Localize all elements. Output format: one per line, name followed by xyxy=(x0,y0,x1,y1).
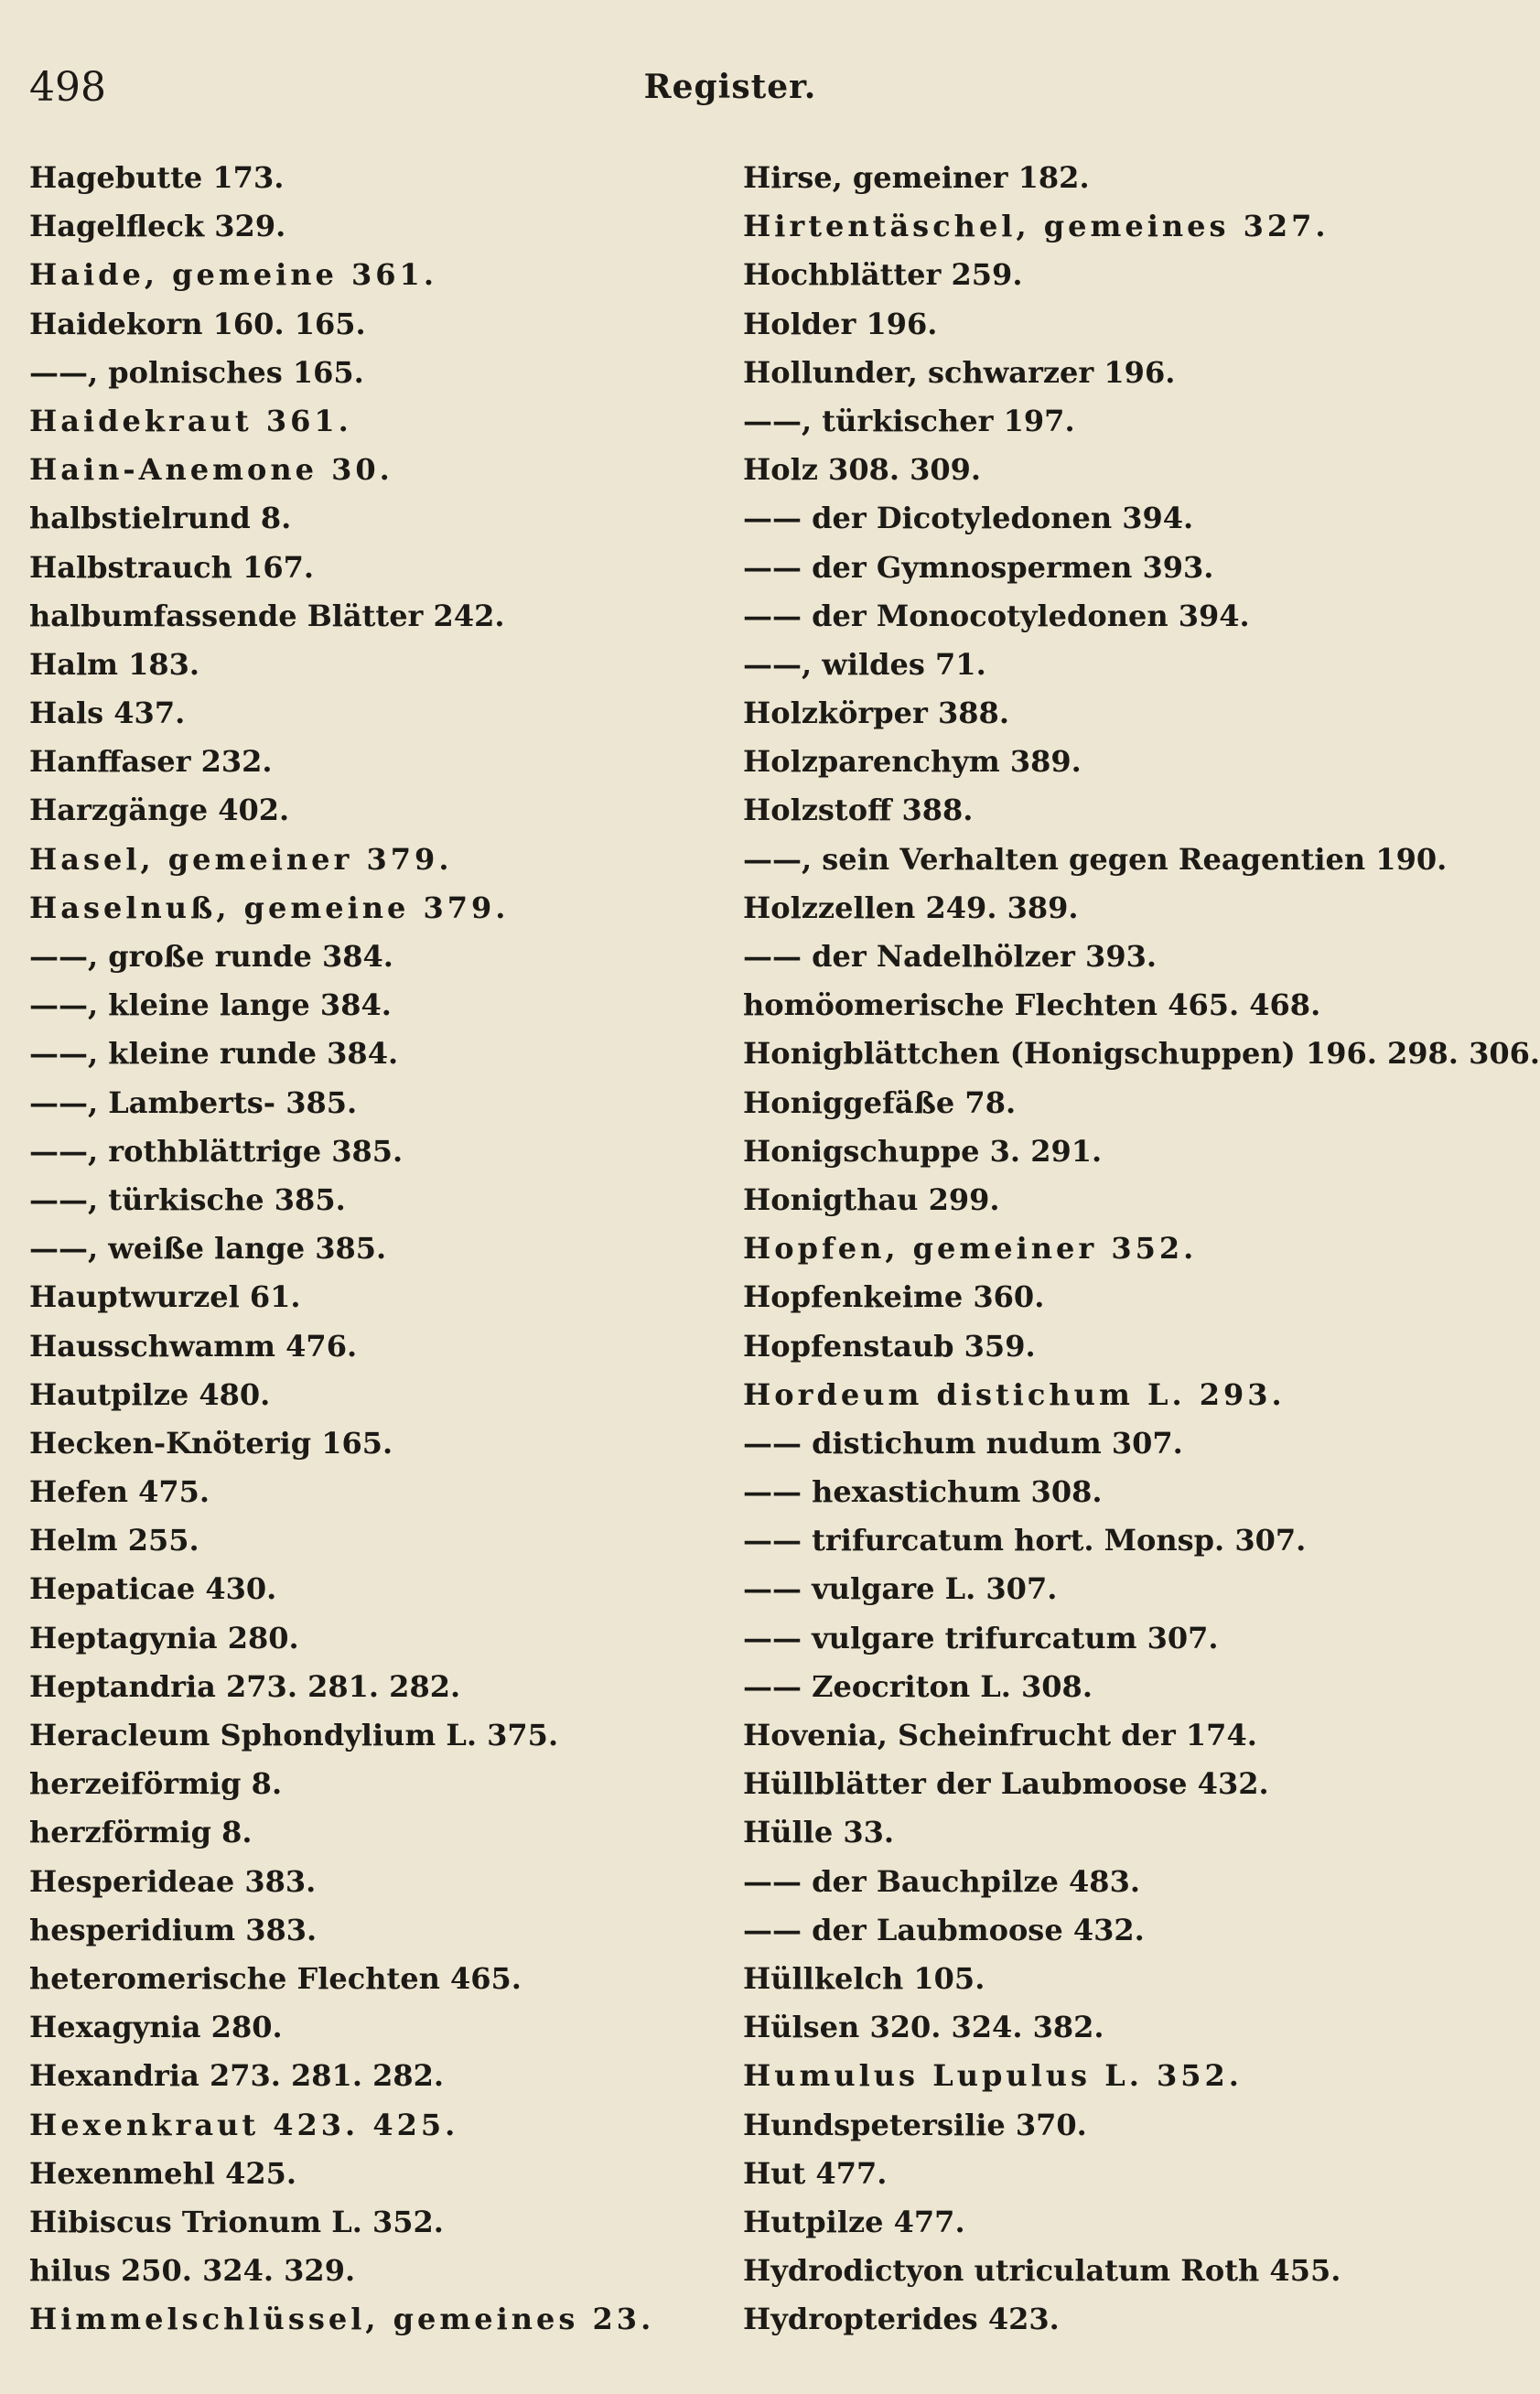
index-entry: Hexandria 273. 281. 282. xyxy=(29,2058,445,2094)
index-entry: Hautpilze 480. xyxy=(29,1376,271,1412)
index-entry: ——, wildes 71. xyxy=(743,646,986,682)
index-entry: Hausschwamm 476. xyxy=(29,1328,358,1364)
index-entry: Holzstoff 388. xyxy=(743,793,974,828)
index-entry: Himmelschlüssel, gemeines 23. xyxy=(29,2302,655,2337)
index-entry: Hals 437. xyxy=(29,696,186,731)
index-entry: Honigschuppe 3. 291. xyxy=(743,1133,1103,1169)
index-entry: Hibiscus Trionum L. 352. xyxy=(29,2204,444,2239)
index-entry: herzförmig 8. xyxy=(29,1815,253,1850)
index-entry: Honigblättchen (Honigschuppen) 196. 298. 306. xyxy=(743,1036,1540,1072)
index-entry: —— trifurcatum hort. Monsp. 307. xyxy=(743,1523,1307,1558)
index-entry: ——, weiße lange 385. xyxy=(29,1231,387,1267)
index-entry: —— der Dicotyledonen 394. xyxy=(743,501,1194,536)
index-entry: Holz 308. 309. xyxy=(743,452,982,488)
index-entry: Halm 183. xyxy=(29,646,200,682)
index-entry: herzeiförmig 8. xyxy=(29,1766,283,1802)
index-entry: —— vulgare L. 307. xyxy=(743,1571,1058,1607)
index-entry: hesperidium 383. xyxy=(29,1912,318,1947)
index-entry: Hydropterides 423. xyxy=(743,2302,1060,2337)
index-entry: Hanffaser 232. xyxy=(29,744,273,780)
index-entry: Hexenkraut 423. 425. xyxy=(29,2107,459,2142)
index-entry: hilus 250. 324. 329. xyxy=(29,2253,356,2289)
index-entry: Hagebutte 173. xyxy=(29,160,285,195)
index-entry: ——, Lamberts- 385. xyxy=(29,1084,358,1120)
index-entry: Hordeum distichum L. 293. xyxy=(743,1376,1286,1412)
index-entry: Harzgänge 402. xyxy=(29,793,290,828)
index-entry: heteromerische Flechten 465. xyxy=(29,1960,522,1996)
index-entry: Heptandria 273. 281. 282. xyxy=(29,1668,461,1704)
index-column-left xyxy=(29,154,734,2344)
index-entry: Hasel, gemeiner 379. xyxy=(29,841,453,877)
index-entry: ——, kleine runde 384. xyxy=(29,1036,399,1072)
index-entry: Holzparenchym 389. xyxy=(743,744,1082,780)
index-entry: —— vulgare trifurcatum 307. xyxy=(743,1620,1219,1655)
index-entry: Heptagynia 280. xyxy=(29,1620,299,1655)
index-entry: Hülsen 320. 324. 382. xyxy=(743,2010,1104,2045)
index-entry: ——, sein Verhalten gegen Reagentien 190. xyxy=(743,841,1448,877)
index-entry: Hundspetersilie 370. xyxy=(743,2107,1087,2142)
page-number: 498 xyxy=(29,64,106,111)
index-entry: ——, türkischer 197. xyxy=(743,403,1075,438)
index-entry: Hydrodictyon utriculatum Roth 455. xyxy=(743,2253,1341,2289)
index-entry: Hutpilze 477. xyxy=(743,2204,965,2239)
index-entry: Haide, gemeine 361. xyxy=(29,257,437,293)
index-entry: ——, große runde 384. xyxy=(29,939,393,974)
index-entry: Hirse, gemeiner 182. xyxy=(743,160,1090,195)
index-entry: Hexagynia 280. xyxy=(29,2010,283,2045)
index-entry: Heracleum Sphondylium L. 375. xyxy=(29,1718,559,1752)
index-entry: Hovenia, Scheinfrucht der 174. xyxy=(743,1718,1257,1752)
index-entry: ——, rothblättrige 385. xyxy=(29,1133,404,1169)
index-entry: Honiggefäße 78. xyxy=(743,1084,1017,1120)
index-entry: Hagelfleck 329. xyxy=(29,209,286,244)
index-entry: —— der Gymnospermen 393. xyxy=(743,549,1214,585)
running-head: Register. xyxy=(643,68,817,106)
index-entry: Haidekraut 361. xyxy=(29,403,352,438)
index-entry: halbstielrund 8. xyxy=(29,501,292,536)
index-entry: Hopfenstaub 359. xyxy=(743,1328,1036,1364)
index-entry: Hollunder, schwarzer 196. xyxy=(743,354,1176,390)
index-entry: Hopfen, gemeiner 352. xyxy=(743,1231,1198,1267)
index-entry: —— Zeocriton L. 308. xyxy=(743,1668,1093,1704)
index-entry: —— der Bauchpilze 483. xyxy=(743,1863,1140,1899)
index-entry: Hesperideae 383. xyxy=(29,1863,317,1899)
index-entry: Holder 196. xyxy=(743,306,938,341)
index-entry: Hut 477. xyxy=(743,2155,888,2191)
index-entry: —— der Laubmoose 432. xyxy=(743,1912,1145,1947)
index-entry: —— der Monocotyledonen 394. xyxy=(743,598,1250,633)
index-entry: Holzzellen 249. 389. xyxy=(743,890,1079,925)
index-entry: Halbstrauch 167. xyxy=(29,549,314,585)
index-entry: Hexenmehl 425. xyxy=(29,2155,297,2191)
index-entry: Hirtentäschel, gemeines 327. xyxy=(743,209,1330,244)
index-entry: —— hexastichum 308. xyxy=(743,1474,1103,1510)
index-entry: ——, türkische 385. xyxy=(29,1181,346,1217)
index-entry: ——, kleine lange 384. xyxy=(29,987,392,1023)
index-entry: homöomerische Flechten 465. 468. xyxy=(743,987,1321,1023)
index-entry: Hefen 475. xyxy=(29,1474,210,1510)
index-entry: Humulus Lupulus L. 352. xyxy=(743,2058,1243,2094)
index-entry: Hepaticae 430. xyxy=(29,1571,277,1607)
index-entry: —— der Nadelhölzer 393. xyxy=(743,939,1157,974)
index-entry: —— distichum nudum 307. xyxy=(743,1425,1183,1461)
index-entry: Helm 255. xyxy=(29,1523,199,1558)
index-entry: halbumfassende Blätter 242. xyxy=(29,598,505,633)
index-entry: Hauptwurzel 61. xyxy=(29,1279,301,1315)
index-entry: Hain-Anemone 30. xyxy=(29,452,393,488)
index-column-right xyxy=(743,154,1540,2344)
index-entry: Hochblätter 259. xyxy=(743,257,1023,293)
index-entry: Haidekorn 160. 165. xyxy=(29,306,366,341)
index-entry: Honigthau 299. xyxy=(743,1181,1000,1217)
index-entry: Haselnuß, gemeine 379. xyxy=(29,890,510,925)
index-entry: Hüllblätter der Laubmoose 432. xyxy=(743,1766,1269,1802)
index-entry: Hopfenkeime 360. xyxy=(743,1279,1045,1315)
index-entry: Hüllkelch 105. xyxy=(743,1960,985,1996)
index-entry: Hülle 33. xyxy=(743,1815,894,1850)
page-header xyxy=(0,64,1460,119)
index-entry: ——, polnisches 165. xyxy=(29,354,364,390)
index-entry: Holzkörper 388. xyxy=(743,696,1009,731)
index-entry: Hecken-Knöterig 165. xyxy=(29,1425,393,1461)
